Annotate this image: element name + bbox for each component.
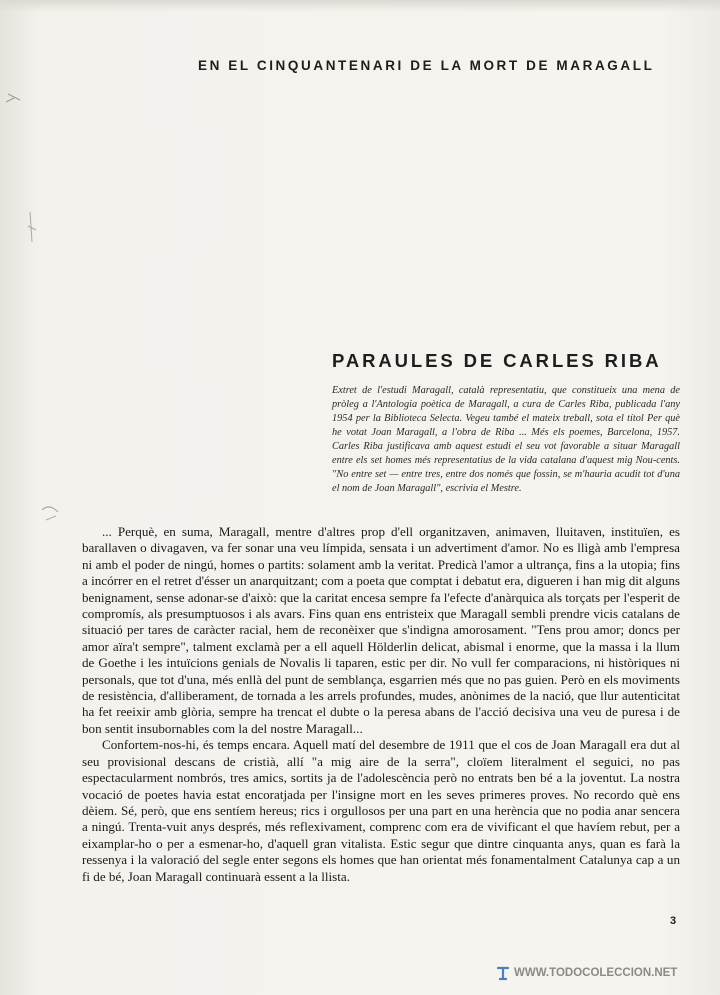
page-top-edge	[0, 0, 720, 12]
watermark-text: WWW.TODOCOLECCION.NET	[514, 967, 678, 979]
todocoleccion-logo-icon	[496, 965, 510, 981]
intro-note: Extret de l'estudi Maragall, català representatiu, que constitueix una mena de pròleg a l'Antologia poètica de Maragall, a cura de Carles Riba, publicada l'any 1954 per la Biblioteca Selecta. Vegeu també el mateix treball, sota el títol Per què he votat Joan Maragall, a l'obra de Riba ... Més els poemes, Barcelona, 1957. Carles Riba justificava amb aquest estudi el seu vot favorable a situar Maragall entre els set homes més representatius de la vida catalana d'aquest mig Nou-cents. "No entre set — entre tres, entre dos només que fossin, se m'hauria acudit tot d'una el nom de Joan Maragall", escrivia el Mestre.	[332, 385, 680, 494]
body-paragraph: Confortem-nos-hi, és temps encara. Aquell matí del desembre de 1911 que el cos de Joan Maragall era dut al seu provisional descans de cristià, allí "a mig aire de la serra", cloïem literalment el seguici, no pas espectacularment nombrós, tres amics, sortits ja de l'adolescència però no entrats ben bé a la joventut. La nostra vocació de poetes havia estat encoratjada per l'insigne mort en les seves primeres proves. No recordo què ens dèiem. Sé, però, que ens sentíem hereus; rics i orgullosos per una part en una herència que no podia anar sencera a ningú. Trenta-vuit anys després, més reflexivament, comprenc com era de vivificant el que havíem rebut, per a eixamplar-ho o per a esmenar-ho, d'aquell gran vitalista. Estic segur que dintre cinquanta anys, quan es farà la ressenya i la valoració del segle enter segons els homes que han orientat més fonamentalment Catalunya cap a un fi de bé, Joan Maragall continuarà essent a la llista.	[82, 737, 680, 884]
page-number: 3	[670, 915, 677, 927]
header-title: EN EL CINQUANTENARI DE LA MORT DE MARAGALL	[198, 58, 655, 73]
section-title: PARAULES DE CARLES RIBA	[332, 350, 662, 371]
body-text	[82, 524, 680, 885]
watermark	[496, 963, 706, 983]
pencil-marks	[0, 80, 60, 540]
body-paragraph: ... Perquè, en suma, Maragall, mentre d'altres prop d'ell organitzaven, animaven, lluitaven, instituïen, es barallaven o divagaven, va fer sonar una veu límpida, sensata i un advertiment d'amor. No es lligà amb l'empresa ni amb el poder de ningú, homes o partits: solament amb la veritat. Predicà l'amor a ultrança, fins a la utopia; fins a incórrer en el retret d'ésser un anarquitzant; com a poeta que comptat i debatut era, digueren i han mig dit alguns benignament, sense adonar-se d'això: que la caritat encesa sempre fa l'efecte d'anàrquica als torçats per l'esperit de compromís, als presumptuosos i als avars. Fins quan ens entristeix que Maragall sembli prendre vicis catalans de situació per tares de caràcter racial, hem de reconèixer que s'indigna amorosament. "Tens prou amor; doncs per amor aïra't sempre", talment exclamà per a ell aquell Hölderlin delicat, abismal i enorme, que la massa i la llum de Goethe i les intuïcions genials de Novalis li taparen, estic per dir. No vull fer comparacions, ni històriques ni personals, que tot d'una, més enllà del punt de semblança, esgarrien més que no pas guien. Però en els moviments de resistència, d'alliberament, de tornada a les arrels profundes, mudes, anònimes de la nació, que llur autenticitat ha fet reeixir amb glòria, sempre ha trencat el dubte o la peresa abans de l'acció decisiva una veu de puresa i de bon sentit insubornables com la del nostre Maragall...	[82, 524, 680, 736]
